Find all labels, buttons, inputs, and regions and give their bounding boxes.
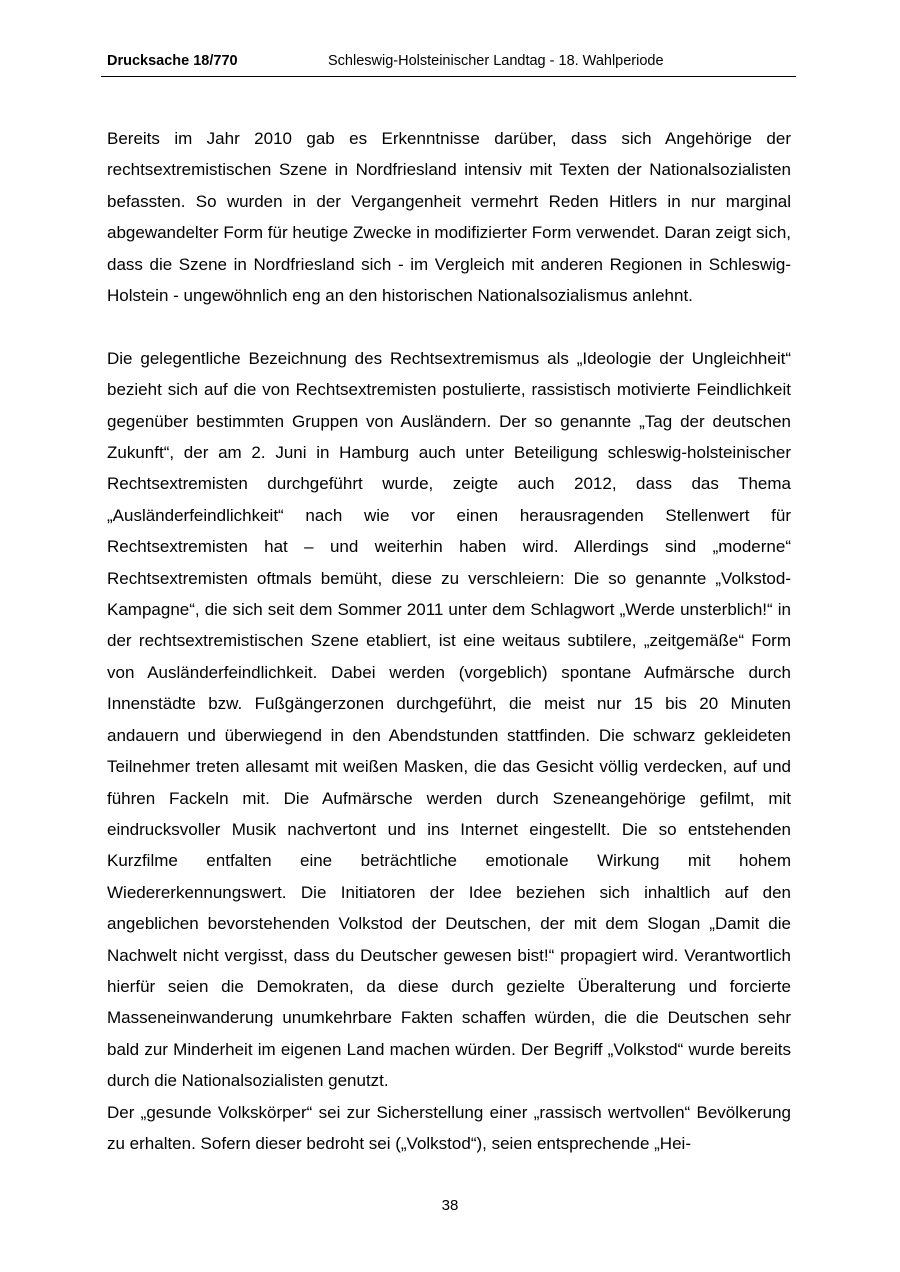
paragraph-3: Der „gesunde Volkskörper“ sei zur Sicherstellung einer „rassisch wertvollen“ Bevölkerung zu erhalten. Sofern dieser bedroht sei („Volkstod“), seien entsprechende „Hei- xyxy=(107,1102,791,1153)
page-number: 38 xyxy=(441,1197,459,1214)
document-number: Drucksache 18/770 xyxy=(107,53,238,69)
document-title: Schleswig-Holsteinischer Landtag - 18. Wahlperiode xyxy=(328,53,664,69)
paragraph-1: Bereits im Jahr 2010 gab es Erkenntnisse darüber, dass sich Angehörige der rechtsextremistischen Szene in Nordfriesland intensiv mit Texten der Nationalsozialisten befassten. So wurden in der Vergangenheit vermehrt Reden Hitlers in nur marginal abgewandelter Form für heutige Zwecke in modifizierter Form verwendet. Daran zeigt sich, dass die Szene in Nordfriesland sich - im Vergleich mit anderen Regionen in Schleswig-Holstein - ungewöhnlich eng an den historischen Nationalsozialismus anlehnt. xyxy=(107,129,791,306)
page-header xyxy=(101,52,796,77)
body-text xyxy=(107,123,791,1159)
paragraph-2: Die gelegentliche Bezeichnung des Rechtsextremismus als „Ideologie der Ungleichheit“ bezieht sich auf die von Rechtsextremisten postulierte, rassistisch motivierte Feindlichkeit gegenüber bestimmten Gruppen von Ausländern. Der so genannte „Tag der deutschen Zukunft“, der am 2. Juni in Hamburg auch unter Beteiligung schleswig-holsteinischer Rechtsextremisten durchgeführt wurde, zeigte auch 2012, dass das Thema „Ausländerfeindlichkeit“ nach wie vor einen herausragenden Stellenwert für Rechtsextremisten hat – und weiterhin haben wird. Allerdings sind „moderne“ Rechtsextremisten oftmals bemüht, diese zu verschleiern: Die so genannte „Volkstod-Kampagne“, die sich seit dem Sommer 2011 unter dem Schlagwort „Werde unsterblich!“ in der rechtsextremistischen Szene etabliert, ist eine weitaus subtilere, „zeitgemäße“ Form von Ausländerfeindlichkeit. Dabei werden (vorgeblich) spontane Aufmärsche durch Innenstädte bzw. Fußgängerzonen durchgeführt, die meist nur 15 bis 20 Minuten andauern und überwiegend in den Abendstunden stattfinden. Die schwarz gekleideten Teilnehmer treten allesamt mit weißen Masken, die das Gesicht völlig verdecken, auf und führen Fackeln mit. Die Aufmärsche werden durch Szeneangehörige gefilmt, mit eindrucksvoller Musik nachvertont und ins Internet eingestellt. Die so entstehenden Kurzfilme entfalten eine beträchtliche emotionale Wirkung mit hohem Wiedererkennungswert. Die Initiatoren der Idee beziehen sich inhaltlich auf den angeblichen bevorstehenden Volkstod der Deutschen, der mit dem Slogan „Damit die Nachwelt nicht vergisst, dass du Deutscher gewesen bist!“ propagiert wird. Verantwortlich hierfür seien die Demokraten, da diese durch gezielte Überalterung und forcierte Masseneinwanderung unumkehrbare Fakten schaffen würden, die die Deutschen sehr bald zur Minderheit im eigenen Land machen würden. Der Begriff „Volkstod“ wurde bereits durch die Nationalsozialisten genutzt. xyxy=(107,348,791,1091)
